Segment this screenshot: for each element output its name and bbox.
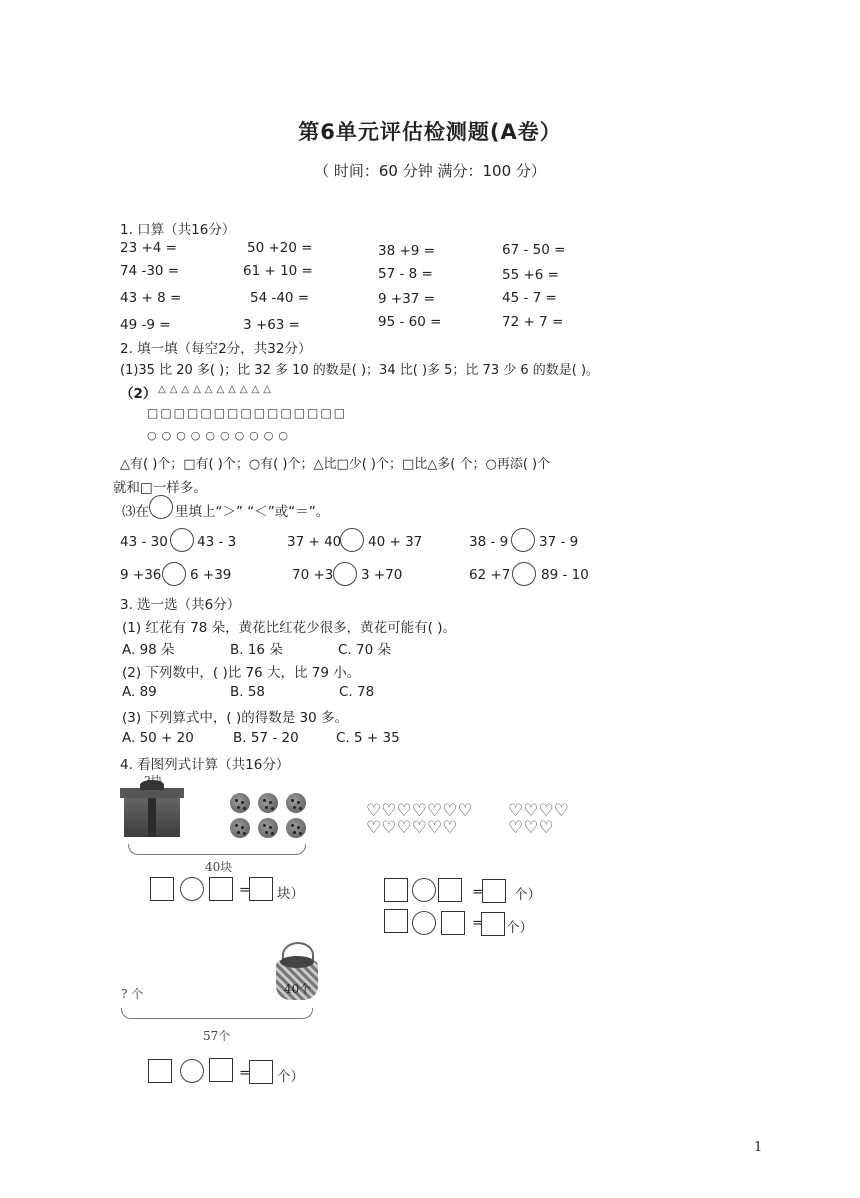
total-brace	[128, 844, 306, 855]
total-label: 40块	[205, 860, 233, 874]
compare-right: 3 +70	[361, 567, 403, 583]
unit-label: 个）	[506, 920, 533, 936]
answer-box[interactable]	[249, 1060, 273, 1084]
oral-calc-item: 57 - 8 =	[378, 266, 433, 282]
equals-sign: =	[239, 882, 251, 898]
equals-sign: =	[472, 915, 484, 931]
choice-option[interactable]: B. 58	[230, 684, 266, 700]
operator-circle[interactable]	[180, 877, 204, 901]
answer-box[interactable]	[441, 911, 465, 935]
oral-calc-item: 43 + 8 =	[120, 290, 182, 306]
choice-option[interactable]: A. 89	[122, 684, 157, 700]
choice-question-3: (3) 下列算式中，( )的得数是 30 多。	[122, 710, 348, 726]
section-4-heading: 4. 看图列式计算（共16分）	[120, 757, 290, 773]
unit-label: 块）	[277, 886, 304, 902]
oral-calc-item: 67 - 50 =	[502, 242, 566, 258]
cookie-icon	[286, 818, 306, 838]
choice-question-1: (1) 红花有 78 朵，黄花比红花少很多，黄花可能有( )。	[122, 620, 456, 636]
compare-left: 9 +36	[120, 567, 162, 583]
compare-right: 40 + 37	[368, 534, 423, 550]
oral-calc-item: 9 +37 =	[378, 291, 435, 307]
compare-left: 70 +3	[292, 567, 334, 583]
oral-calc-item: 38 +9 =	[378, 243, 435, 259]
page-title: 第6单元评估检测题(A卷）	[298, 120, 562, 144]
oral-calc-item: 74 -30 =	[120, 263, 180, 279]
section-3-heading: 3. 选一选（共6分）	[120, 597, 241, 613]
choice-option[interactable]: C. 70 朵	[338, 642, 391, 658]
fill-question-1: (1)35 比 20 多( )；比 32 多 10 的数是( )；34 比( )多 5；比 73 少 6 的数是( )。	[120, 363, 600, 378]
equals-sign: =	[239, 1065, 251, 1081]
operator-circle[interactable]	[412, 878, 436, 902]
section-1-heading: 1. 口算（共16分）	[120, 222, 236, 238]
answer-box[interactable]	[482, 879, 506, 903]
basket-total-label: 57个	[203, 1029, 231, 1043]
basket-label: 40个	[284, 982, 312, 996]
oral-calc-item: 49 -9 =	[120, 317, 171, 333]
oral-calc-item: 54 -40 =	[250, 290, 310, 306]
total-brace	[121, 1008, 313, 1019]
oral-calc-item: 61 + 10 =	[243, 263, 313, 279]
unit-label: 个）	[277, 1069, 304, 1085]
operator-circle[interactable]	[180, 1059, 204, 1083]
section-2-heading: 2. 填一填（每空2分，共32分）	[120, 341, 312, 357]
equals-sign: =	[472, 884, 484, 900]
operator-circle[interactable]	[412, 911, 436, 935]
answer-box[interactable]	[249, 877, 273, 901]
fill-question-3-a: ⑶在	[122, 504, 149, 520]
circles-row: ○○○○○○○○○○	[147, 429, 293, 442]
compare-circle[interactable]	[333, 562, 357, 586]
fill-question-3-b: 里填上“＞” “＜”或“＝”。	[175, 504, 330, 520]
fill-question-2-label: （2）	[120, 386, 157, 402]
oral-calc-item: 23 +4 =	[120, 240, 177, 256]
triangles-row: △△△△△△△△△△	[158, 384, 275, 395]
compare-left: 37 + 40	[287, 534, 342, 550]
choice-option[interactable]: B. 57 - 20	[233, 730, 299, 746]
oral-calc-item: 3 +63 =	[243, 317, 300, 333]
answer-box[interactable]	[481, 912, 505, 936]
oral-calc-item: 95 - 60 =	[378, 314, 442, 330]
oral-calc-item: 50 +20 =	[247, 240, 313, 256]
cookie-icon	[230, 818, 250, 838]
unit-label: 个）	[514, 887, 541, 903]
basket-unknown-label: ? 个	[121, 987, 144, 1001]
cookie-icon	[230, 793, 250, 813]
answer-box[interactable]	[209, 1058, 233, 1082]
compare-left: 62 +7	[469, 567, 511, 583]
choice-option[interactable]: C. 78	[339, 684, 375, 700]
choice-option[interactable]: B. 16 朵	[230, 642, 283, 658]
answer-box[interactable]	[438, 878, 462, 902]
fill-question-2-text: △有( )个；□有( )个；○有( )个；△比□少( )个；□比△多( 个；○再添( )个	[120, 457, 551, 472]
oral-calc-item: 45 - 7 =	[502, 290, 557, 306]
answer-box[interactable]	[384, 878, 408, 902]
page-subtitle: （ 时间：60 分钟 满分：100 分）	[314, 162, 546, 180]
answer-box[interactable]	[148, 1059, 172, 1083]
oral-calc-item: 55 +6 =	[502, 267, 559, 283]
answer-circle[interactable]	[149, 495, 173, 519]
cookie-icon	[258, 793, 278, 813]
answer-box[interactable]	[150, 877, 174, 901]
answer-box[interactable]	[384, 909, 408, 933]
choice-question-2: (2) 下列数中，( )比 76 大，比 79 小。	[122, 665, 361, 681]
fill-question-2-text-cont: 就和□一样多。	[113, 480, 207, 496]
compare-circle[interactable]	[511, 528, 535, 552]
compare-circle[interactable]	[512, 562, 536, 586]
answer-box[interactable]	[209, 877, 233, 901]
compare-left: 43 - 30	[120, 534, 168, 550]
compare-circle[interactable]	[162, 562, 186, 586]
compare-left: 38 - 9	[469, 534, 509, 550]
choice-option[interactable]: A. 50 + 20	[122, 730, 194, 746]
compare-right: 43 - 3	[197, 534, 237, 550]
oral-calc-item: 72 + 7 =	[502, 314, 564, 330]
choice-option[interactable]: C. 5 + 35	[336, 730, 400, 746]
choice-option[interactable]: A. 98 朵	[122, 642, 175, 658]
compare-circle[interactable]	[340, 528, 364, 552]
compare-circle[interactable]	[170, 528, 194, 552]
compare-right: 6 +39	[190, 567, 232, 583]
page-number: 1	[754, 1140, 763, 1155]
cookie-icon	[258, 818, 278, 838]
compare-right: 37 - 9	[539, 534, 579, 550]
compare-right: 89 - 10	[541, 567, 589, 583]
cookie-icon	[286, 793, 306, 813]
squares-row: □□□□□□□□□□□□□□□	[147, 406, 348, 420]
